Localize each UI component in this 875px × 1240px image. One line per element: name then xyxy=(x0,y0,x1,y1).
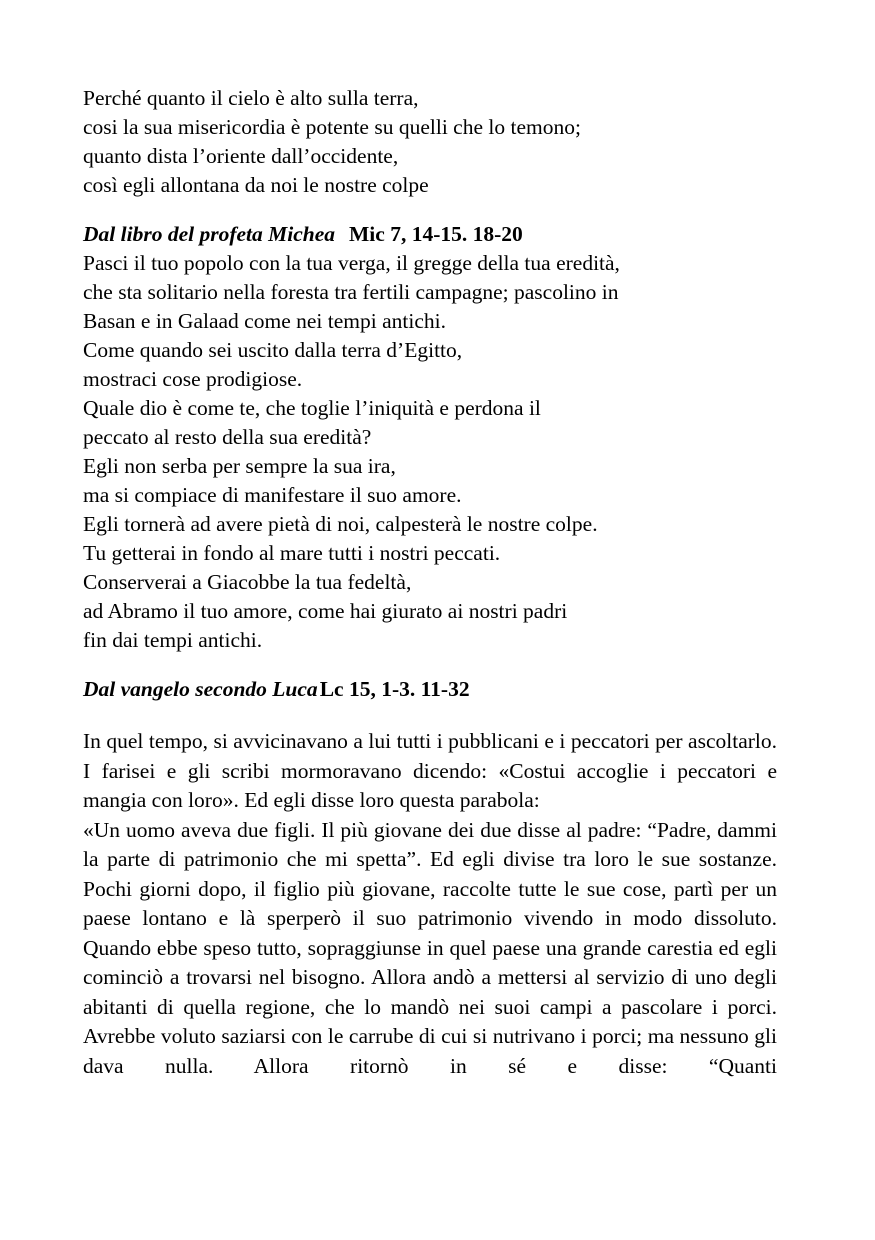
psalm-line-2: cosi la sua misericordia è potente su quelli che lo temono; xyxy=(83,115,581,139)
psalm-line-4: così egli allontana da noi le nostre colpe xyxy=(83,173,429,197)
micah-line-10: Egli tornerà ad avere pietà di noi, calpesterà le nostre colpe. xyxy=(83,512,598,536)
luke-body xyxy=(83,727,777,1081)
micah-line-7: peccato al resto della sua eredità? xyxy=(83,425,372,449)
micah-reading xyxy=(83,220,777,655)
micah-line-9: ma si compiace di manifestare il suo amore. xyxy=(83,483,462,507)
micah-book-title: Dal libro del profeta Michea xyxy=(83,222,336,246)
micah-line-14: fin dai tempi antichi. xyxy=(83,628,263,652)
luke-heading xyxy=(83,675,777,704)
document-page xyxy=(83,84,777,1081)
micah-line-13: ad Abramo il tuo amore, come hai giurato ai nostri padri xyxy=(83,599,568,623)
luke-book-title: Dal vangelo secondo Luca xyxy=(83,677,318,701)
luke-paragraph-1: In quel tempo, si avvicinavano a lui tutti i pubblicani e i peccatori per ascoltarlo. I farisei e gli scribi mormoravano dicendo: «Costui accoglie i peccatori e mangia con loro». Ed egli disse loro questa parabola: xyxy=(83,729,777,812)
micah-line-1: Pasci il tuo popolo con la tua verga, il gregge della tua eredità, xyxy=(83,251,620,275)
psalm-line-1: Perché quanto il cielo è alto sulla terra, xyxy=(83,86,419,110)
micah-heading xyxy=(83,220,777,249)
micah-line-6: Quale dio è come te, che toglie l’iniquità e perdona il xyxy=(83,396,541,420)
micah-line-2: che sta solitario nella foresta tra fertili campagne; pascolino in xyxy=(83,280,619,304)
luke-reference: Lc 15, 1-3. 11-32 xyxy=(319,677,470,701)
psalm-line-3: quanto dista l’oriente dall’occidente, xyxy=(83,144,399,168)
luke-paragraph-2: «Un uomo aveva due figli. Il più giovane dei due disse al padre: “Padre, dammi la parte di patrimonio che mi spetta”. Ed egli divise tra loro le sue sostanze. Pochi giorni dopo, il figlio più giovane, raccolte tutte le sue cose, partì per un paese lontano e là sperperò il suo patrimonio vivendo in modo dissoluto. Quando ebbe speso tutto, sopraggiunse in quel paese una grande carestia ed egli cominciò a trovarsi nel bisogno. Allora andò a mettersi al servizio di uno degli abitanti di quella regione, che lo mandò nei suoi campi a pascolare i porci. Avrebbe voluto saziarsi con le carrube di cui si nutrivano i porci; ma nessuno gli dava nulla. Allora ritornò in sé e disse: “Quanti xyxy=(83,817,777,1078)
psalm-excerpt xyxy=(83,84,777,200)
micah-line-11: Tu getterai in fondo al mare tutti i nostri peccati. xyxy=(83,541,501,565)
micah-line-5: mostraci cose prodigiose. xyxy=(83,367,303,391)
micah-line-12: Conserverai a Giacobbe la tua fedeltà, xyxy=(83,570,412,594)
luke-reading xyxy=(83,675,777,1081)
micah-line-3: Basan e in Galaad come nei tempi antichi. xyxy=(83,309,446,333)
micah-reference: Mic 7, 14-15. 18-20 xyxy=(349,222,523,246)
micah-line-4: Come quando sei uscito dalla terra d’Egitto, xyxy=(83,338,463,362)
micah-line-8: Egli non serba per sempre la sua ira, xyxy=(83,454,396,478)
